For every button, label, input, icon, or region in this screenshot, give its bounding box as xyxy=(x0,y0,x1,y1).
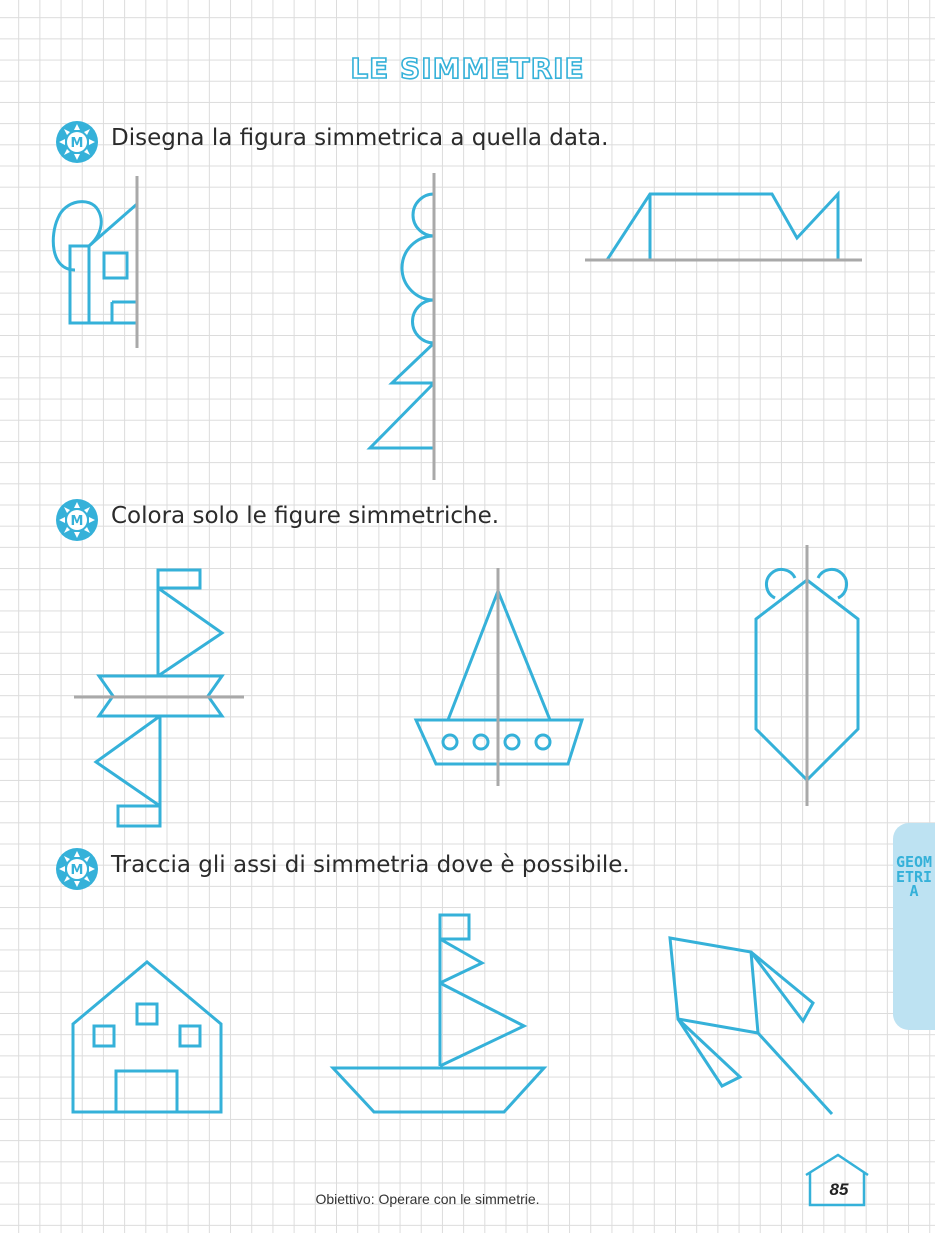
badge-letter: M xyxy=(70,136,84,151)
ex1-arcs-triangles-figure xyxy=(370,194,434,448)
ex3-house-figure xyxy=(73,962,221,1112)
ex1-house-tree-figure xyxy=(53,202,137,323)
ex3-sailboat-flag-figure xyxy=(333,915,544,1112)
subject-side-tab xyxy=(893,823,935,1030)
exercise-1-instruction: Disegna la figura simmetrica a quella data. xyxy=(111,125,609,151)
objective-footer: Obiettivo: Operare con le simmetrie. xyxy=(315,1191,540,1207)
page-title: LE SIMMETRIE xyxy=(350,52,585,85)
exercise-2-instruction: Colora solo le figure simmetriche. xyxy=(111,503,500,529)
badge-letter: M xyxy=(70,863,84,878)
badge-letter: M xyxy=(70,514,84,529)
exercise-3-instruction: Traccia gli assi di simmetria dove è possibile. xyxy=(111,852,630,878)
ex1-polyline-figure xyxy=(607,194,838,260)
page-number: 85 xyxy=(829,1180,849,1199)
ex3-kite-figure xyxy=(670,938,832,1114)
subject-tab-label: GEOMETRIA xyxy=(895,853,933,901)
